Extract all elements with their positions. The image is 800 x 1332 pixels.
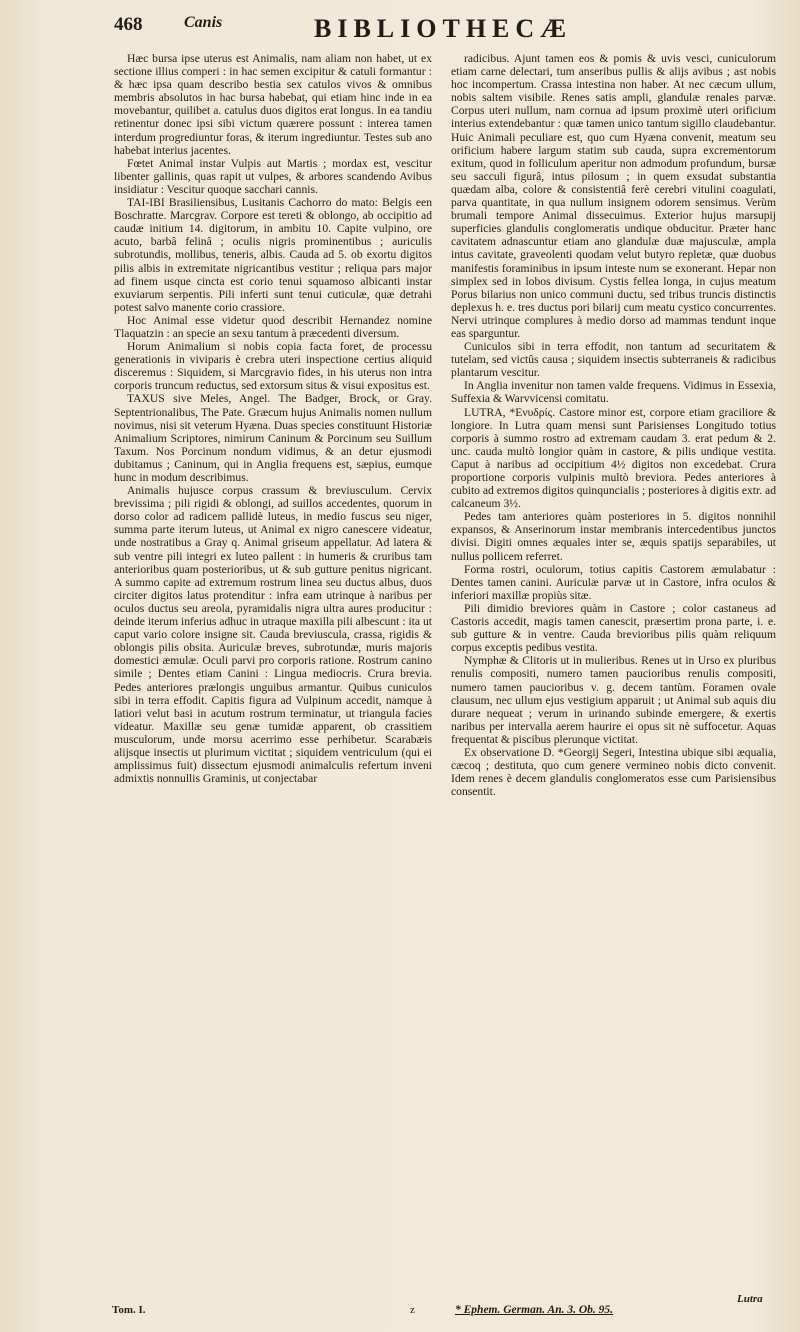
paragraph: Animalis hujusce corpus crassum & breviusculum. Cervix brevissima ; pili rigidi & oblongi, ad suillos accedentes, quorum in dorso color ad radicem pallidè luteus, in medio fuscus seu niger, summa parte iterum luteus, ut Animal ex nigro canescere videatur, unde nostratibus a Gray q. Animal griseum appellatur. Ad latera & sub ventre pili integri ex luteo pallent : in humeris & cruribus tam anterioribus quam posterioribus, ut & sub gutture penitus nigricant. A summo capite ad extremum rostrum linea seu ductus albus, duos circiter digitos latus protenditur : infra eam utrinque à naribus per oculos ductus seu areola, pyramidalis nigra ultra aures producitur : deinde iterum inferius adhuc in utraque maxilla pili albescunt : ita ut caput vario colore insigne sit. Cauda breviuscula, crassa, rigidis & oblongis pilis obsita. Auriculæ breves, subrotundæ, muris majoris domestici æmulæ. Oculi parvi pro corporis ratione. Rostrum canino simile ; Dentes etiam Canini : Lingua mediocris. Crura brevia. Pedes anteriores prælongis unguibus armantur. Quibus cuniculos sibi in terra effodit. Capitis figura ad Vulpinum accedit, namque à latiori velut basi in acutum rostrum terminatur, ut triangula facies videatur. Maxillæ seu genæ tumidæ apparent, ob crassitiem musculorum, unde morsu acerrimo esse perhibetur. Scarabæis alijsque insectis ut plurimum victitat ; siquidem ventriculum (qui ei amplissimus fuit) dissectum ejusmodi animalculis refertum inveni admixtis nonnullis Graminis, ut conjectabar — [114, 484, 432, 786]
running-word: Canis — [184, 14, 223, 31]
paragraph: LUTRA, *Ενυδρίς. Castore minor est, corpore etiam graciliore & longiore. In Lutra quam mensi sunt Parisienses Longitudo totius corporis à summo rostro ad extremam caudam 3. erat pedum & 2. unc. cauda multò longior quàm in castore, & pilis undique vestita. Caput à naribus ad occipitium 4½ digitos non excedebat. Crura proportione corporis vulpinis multò breviora. Pedes anteriores à cubito ad extremos digitos quinquncialis ; posteriores à digitis extr. ad calcaneum 3½. — [451, 405, 776, 511]
paragraph: Pili dimidio breviores quàm in Castore ; color castaneus ad Castoris accedit, magis tamen canescit, præsertim prona parte, i. e. sub gutture & in ventre. Cauda brevioribus pilis quàm reliquum corpus exceptis pedibus vestita. — [451, 601, 776, 655]
paragraph: In Anglia invenitur non tamen valde frequens. Vidimus in Essexia, Suffexia & Warvvicensi comitatu. — [451, 379, 776, 406]
paragraph: Hæc bursa ipse uterus est Animalis, nam aliam non habet, ut ex sectione illius comperi : in hac semen excipitur & catuli formantur : & hæc ipsa quam describo bestia sex catulos vivos & omnibus membris absolutos in hac bursa habebat, qui etiam hinc inde in ea movebantur, quilibet a. catulus duos digitos erat longus. In ea tandiu retinentur donec ipsi sibi victum quærere possunt : interea tamen interdum progrediuntur foras, & iterum ingrediuntur. Testes sub ano habebat interius jacentes. — [114, 52, 432, 157]
page-number: 468 — [114, 14, 143, 35]
left-column — [114, 52, 432, 1287]
page-title: BIBLIOTHECÆ — [314, 14, 573, 43]
paragraph: Nymphæ & Clitoris ut in mulieribus. Renes ut in Urso ex pluribus renulis compositi, numero tamen paucioribus renulis compositi, numero tamen paucioribus v. g. decem tantùm. Foramen ovale clausum, nec ullum ejus vestigium apparuit ; ut Animal sub aquis diu durare nequeat ; verum in urinando subinde emergere, & exertis naribus per intervalla aerem haurire ei opus sit nè suffocetur. Aquas frequentat & piscibus plerunque victitat. — [451, 654, 776, 746]
paragraph: Forma rostri, oculorum, totius capitis Castorem æmulabatur : Dentes tamen canini. Auriculæ parvæ ut in Castore, infra oculos & inferiori maxillæ propiùs sitæ. — [451, 562, 776, 602]
footnote: * Ephem. German. An. 3. Ob. 95. — [455, 1304, 614, 1316]
paragraph: TAXUS sive Meles, Angel. The Badger, Brock, or Gray. Septentrionalibus, The Pate. Græcum hujus Animalis nomen nullum novimus, nisi sit veterum Hyæna. Duas species constituunt Historiæ Animalium Scriptores, nimirum Caninum & Porcinum seu Suillum Taxum. Nos Porcinum nondum vidimus, & an detur ejusmodi dubitamus ; Caninum, qui in Anglia frequens est, sæpius, eumque hunc in modum describimus. — [114, 392, 432, 484]
right-column — [451, 52, 776, 1277]
paragraph: Horum Animalium si nobis copia facta foret, de processu generationis in viviparis è crebra uteri inspectione certius aliquid disceremus : Siquidem, si Marcgravio fides, in his uterus non intra corporis truncum reductus, sed extorsum situs & visui expositus est. — [114, 340, 432, 393]
paragraph: Pedes tam anteriores quàm posteriores in 5. digitos nonnihil expansos, & Anserinorum instar membranis intercedentibus junctos divisi. Digiti omnes æquales inter se, æquis spatijs separabiles, ut nullus pollicem referret. — [451, 510, 776, 563]
signature-mark: Tom. I. — [112, 1304, 146, 1316]
paragraph: Fœtet Animal instar Vulpis aut Martis ; mordax est, vescitur libenter gallinis, quas rapit ut vulpes, & arbores scandendo Avibus insidiatur : Vescitur quoque sacchari cannis. — [114, 156, 432, 196]
paragraph: Ex observatione D. *Georgij Segeri, Intestina ubique sibi æqualia, cæcoq ; destituta, quo cum genere vermineo nobis dicto convenit. Idem renes è decem glandulis conglomeratos esse cum Parisiensibus consentit. — [451, 745, 776, 799]
left-catchword: z — [410, 1304, 415, 1316]
paragraph: Hoc Animal esse videtur quod describit Hernandez nomine Tlaquatzin : an specie an sexu tantum à præcedenti diversum. — [114, 313, 432, 340]
paragraph: TAI-IBI Brasiliensibus, Lusitanis Cachorro do mato: Belgis een Boschratte. Marcgrav. Corpore est tereti & oblongo, ab occipitio ad caudæ initium 14. digitorum, in ambitu 10. Capite vulpino, ore acuto, barbâ felinâ ; oculis nigris prominentibus ; auriculis subrotundis, mollibus, teneris, albis. Cauda ad 5. ob exortu digitos pilis albis in extremitate nigricantibus vestitur ; reliqua pars major ad finem usque cincta est corio tenui squamoso albicanti instar exuviarum serpentis. Pili inferti sunt tenui cuticulæ, quæ detrahi potest salvo manente corio crassiore. — [114, 196, 432, 314]
paragraph: radicibus. Ajunt tamen eos & pomis & uvis vesci, cuniculorum etiam carne delectari, tum anseribus pullis & alijs avibus ; ast nobis hoc incompertum. Crassa intestina non haber. At nec cæcum ullum, nobis saltem visibile. Renes satis ampli, glandulæ renales parvæ. Corpus uteri nullum, nam cornua ad ipsum proximè uteri orificium interius extendebantur : quæ tamen unico tantum sigillo claudebantur. Huic Animali peculiare est, quo cum Hyæna convenit, meatum seu orificium habere largum statim sub cauda, supra excrementorum exitum, quod in folliculum aperitur non admodum profundum, bursæ seu sacculi figurâ, intus pilosum ; in quem exsudat substantia quædam alba, colore & consistentiâ ferè cerebri vitulini coagulati, parva quantitate, in qua nullum insignem odorem sensimus. Verùm brumali tempore Animal dissecuimus. Exterior hujus marsupij superficies glandulis conglomeratis undique obducitur. Præter hanc cavitatem adnascuntur etiam ano glandulæ duæ majusculæ, ampla intus cavitate, graveolenti quodam velut butyro repletæ, quæ duobus manifestis foraminibus in ipsum inteste num se exonerant. Hepar non simplex sed in lobos divisum. Cystis fellea longa, in cujus meatum Porus bilarius non unico communi ductu, sed tribus truncis distinctis deplexus h. e. tres ductus pori bilarij cum meatu cystico concurrentes. Nervi utrinque complures à medio dorso ad mammas tendunt inque eas sparguntur. — [451, 52, 776, 340]
catchword: Lutra — [737, 1293, 763, 1305]
running-header — [100, 14, 780, 50]
paragraph: Cuniculos sibi in terra effodit, non tantum ad securitatem & tutelam, sed victûs causa ; siquidem insectis subterraneis & radicibus plantarum vescitur. — [451, 340, 776, 380]
